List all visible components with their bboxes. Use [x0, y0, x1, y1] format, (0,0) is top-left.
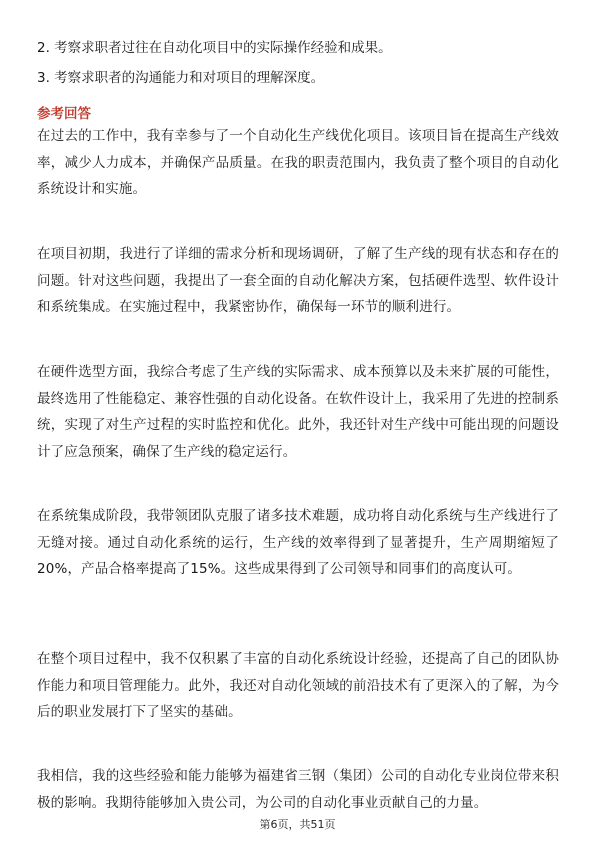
- answer-paragraph: 在硬件选型方面，我综合考虑了生产线的实际需求、成本预算以及未来扩展的可能性，最终选用了性能稳定、兼容性强的自动化设备。在软件设计上，我采用了先进的控制系统，实现了对生产过程的实时监控和优化。此外，我还针对生产线中可能出现的问题设计了应急预案，确保了生产线的稳定运行。: [37, 364, 559, 460]
- answer-paragraph: 在整个项目过程中，我不仅积累了丰富的自动化系统设计经验，还提高了自己的团队协作能力和项目管理能力。此外，我还对自动化领域的前沿技术有了更深入的了解，为今后的职业发展打下了坚实的基础。: [37, 651, 559, 721]
- criteria-item: 2. 考察求职者过往在自动化项目中的实际操作经验和成果。: [37, 40, 392, 56]
- answer-paragraph: 我相信，我的这些经验和能力能够为福建省三钢（集团）公司的自动化专业岗位带来积极的影响。我期待能够加入贵公司，为公司的自动化事业贡献自己的力量。: [37, 768, 559, 811]
- page-number: 第6页，共51页: [259, 818, 336, 831]
- answer-paragraph: 在过去的工作中，我有幸参与了一个自动化生产线优化项目。该项目旨在提高生产线效率，减少人力成本，并确保产品质量。在我的职责范围内，我负责了整个项目的自动化系统设计和实施。: [37, 128, 559, 198]
- criteria-item: 3. 考察求职者的沟通能力和对项目的理解深度。: [37, 70, 325, 86]
- answer-paragraph: 在项目初期，我进行了详细的需求分析和现场调研，了解了生产线的现有状态和存在的问题。针对这些问题，我提出了一套全面的自动化解决方案，包括硬件选型、软件设计和系统集成。在实施过程中，我紧密协作，确保每一环节的顺利进行。: [37, 246, 559, 316]
- answer-heading: 参考回答: [37, 106, 91, 122]
- answer-paragraph: 在系统集成阶段，我带领团队克服了诸多技术难题，成功将自动化系统与生产线进行了无缝对接。通过自动化系统的运行，生产线的效率得到了显著提升，生产周期缩短了20%，产品合格率提高了15%。这些成果得到了公司领导和同事们的高度认可。: [37, 508, 559, 578]
